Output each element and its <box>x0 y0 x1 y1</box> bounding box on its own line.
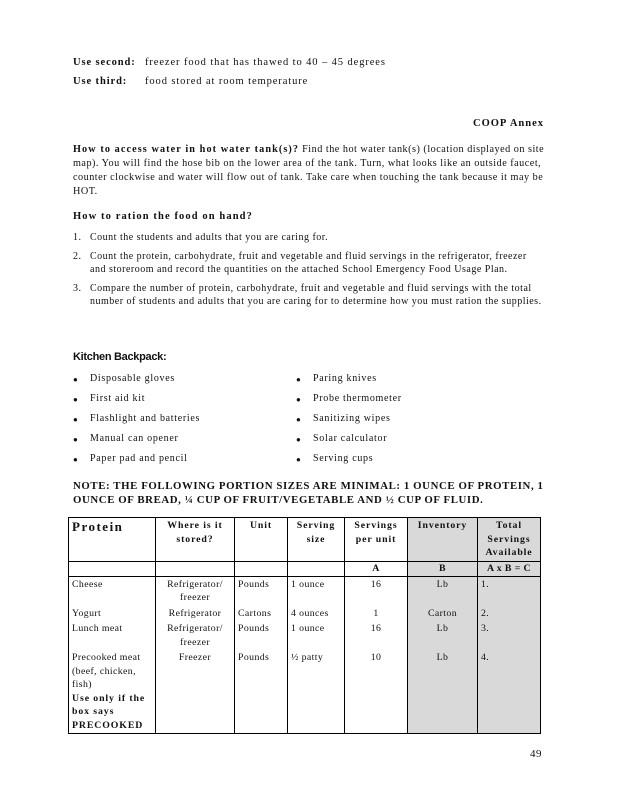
kitchen-backpack-title: Kitchen Backpack: <box>73 351 167 363</box>
table-header-row <box>69 518 541 562</box>
use-second-label: Use second: <box>73 57 136 68</box>
table-row: Cheese Refrigerator/ freezer Pounds 1 ounce 16 Lb 1. <box>69 576 541 606</box>
formula-cell: A <box>345 561 408 576</box>
water-access-heading: How to access water in hot water tank(s)? <box>73 144 300 155</box>
column-header: Total Servings Available <box>478 518 541 562</box>
use-third-text: food stored at room temperature <box>145 76 309 87</box>
column-header: Inventory <box>408 518 478 562</box>
list-item: ● Solar calculator <box>296 433 402 453</box>
kitchen-backpack-right-list <box>296 373 402 473</box>
ration-heading: How to ration the food on hand? <box>73 211 253 222</box>
list-item: ● Serving cups <box>296 453 402 473</box>
precooked-warning: Use only if the box says PRECOOKED <box>72 692 146 731</box>
water-access-paragraph <box>73 143 545 199</box>
column-header: Protein <box>69 518 156 562</box>
formula-cell: A x B = C <box>478 561 541 576</box>
kitchen-backpack-left-list <box>73 373 200 473</box>
water-access-body: Find the hot water tank(s) (location displayed on site map). You will find the hose bib on the lower area of the tank. Turn, what looks like an outside faucet, counter clockwise and water will flow out of tank. Take care when touching the tank because it may be HOT. <box>73 144 545 197</box>
table-row: Precooked meat (beef, chicken, fish) Use only if the box says PRECOOKED Freezer Pounds ½ patty 10 Lb 4. <box>69 650 541 734</box>
column-header: Servings per unit <box>345 518 408 562</box>
ration-steps-list <box>73 231 543 314</box>
column-header: Serving size <box>288 518 345 562</box>
use-third-line <box>73 76 308 87</box>
annex-label: COOP Annex <box>473 118 544 129</box>
emergency-food-table <box>68 517 541 734</box>
table-formula-row <box>69 561 541 576</box>
table-row: Yogurt Refrigerator Cartons 4 ounces 1 Carton 2. <box>69 606 541 622</box>
list-item: ● Disposable gloves <box>73 373 200 393</box>
ration-step: 1. Count the students and adults that you are caring for. <box>73 232 329 243</box>
page-number: 49 <box>530 748 542 760</box>
list-item: ● Paring knives <box>296 373 402 393</box>
table-row: Lunch meat Refrigerator/ freezer Pounds 1 ounce 16 Lb 3. <box>69 621 541 650</box>
portion-size-note: NOTE: THE FOLLOWING PORTION SIZES ARE MINIMAL: 1 OUNCE OF PROTEIN, 1 OUNCE OF BREAD, ¼ CUP OF FRUIT/VEGETABLE AND ½ CUP OF FLUID. <box>73 480 544 506</box>
column-header: Unit <box>235 518 288 562</box>
list-item: ● Sanitizing wipes <box>296 413 402 433</box>
use-second-text: freezer food that has thawed to 40 – 45 degrees <box>145 57 386 68</box>
use-second-line <box>73 57 386 68</box>
use-third-label: Use third: <box>73 76 128 87</box>
formula-cell: B <box>408 561 478 576</box>
list-item: ● Manual can opener <box>73 433 200 453</box>
column-header: Where is it stored? <box>156 518 235 562</box>
list-item: ● Flashlight and batteries <box>73 413 200 433</box>
ration-step: 3. Compare the number of protein, carbohydrate, fruit and vegetable and fluid servings with the total number of students and adults that you are caring for to determine how you must ration the supplies. <box>73 282 542 307</box>
ration-step: 2. Count the protein, carbohydrate, fruit and vegetable and fluid servings in the refrigerator, freezer and storeroom and record the quantities on the attached School Emergency Food Usage Plan. <box>73 250 527 275</box>
list-item: ● Paper pad and pencil <box>73 453 200 473</box>
list-item: ● First aid kit <box>73 393 200 413</box>
list-item: ● Probe thermometer <box>296 393 402 413</box>
